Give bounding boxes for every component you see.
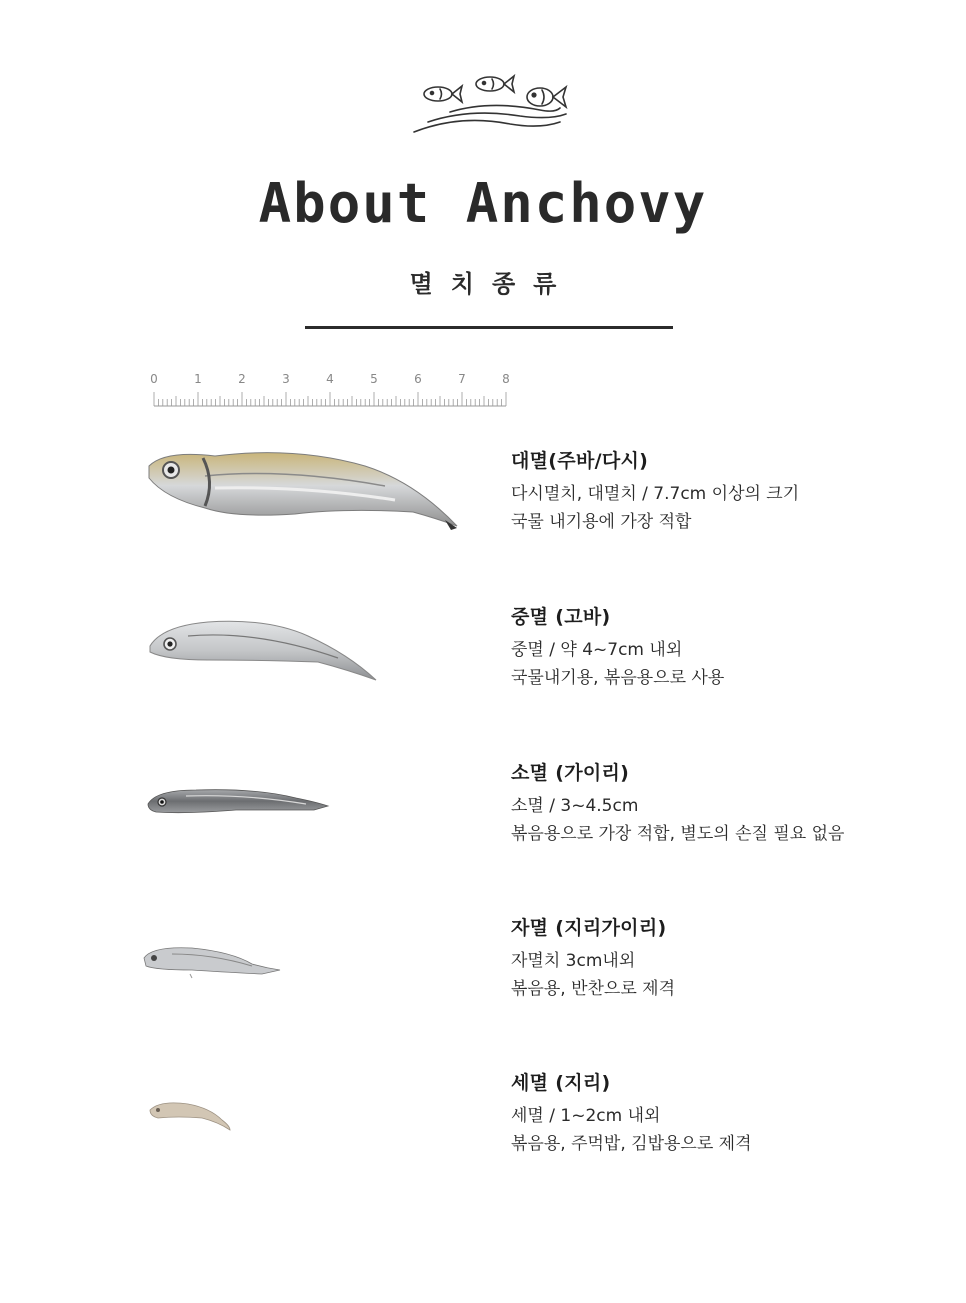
anchovy-name: 중멸 (고바) xyxy=(511,606,611,628)
ruler-label: 0 xyxy=(150,372,158,386)
page-subtitle: 멸치종류 xyxy=(409,270,575,298)
cm-ruler xyxy=(148,372,518,412)
tiny-anchovy-image xyxy=(142,944,282,980)
anchovy-size: 세멸 / 1~2cm 내외 xyxy=(511,1106,661,1126)
anchovy-name: 소멸 (가이리) xyxy=(511,762,630,784)
small-anchovy-image xyxy=(146,784,330,820)
large-anchovy-image xyxy=(145,442,465,534)
ruler-label: 7 xyxy=(458,372,466,386)
ruler-label: 8 xyxy=(502,372,510,386)
anchovy-entry-small xyxy=(511,758,844,848)
anchovy-usage: 국물 내기용에 가장 적합 xyxy=(511,512,692,532)
ruler-label: 1 xyxy=(194,372,202,386)
title-divider xyxy=(305,326,673,329)
anchovy-entry-mini xyxy=(511,1068,752,1158)
anchovy-entry-large xyxy=(511,446,799,536)
fish-logo-icon xyxy=(410,70,570,138)
anchovy-usage: 볶음용으로 가장 적합, 별도의 손질 필요 없음 xyxy=(511,824,845,844)
anchovy-size: 소멸 / 3~4.5cm xyxy=(511,796,639,816)
anchovy-usage: 볶음용, 반찬으로 제격 xyxy=(511,979,676,999)
mini-anchovy-image xyxy=(148,1098,234,1132)
medium-anchovy-image xyxy=(148,612,380,684)
ruler-label: 3 xyxy=(282,372,290,386)
ruler-label: 5 xyxy=(370,372,378,386)
ruler-label: 2 xyxy=(238,372,246,386)
anchovy-name: 세멸 (지리) xyxy=(511,1072,611,1094)
anchovy-name: 자멸 (지리가이리) xyxy=(511,917,667,939)
anchovy-size: 자멸치 3cm내외 xyxy=(511,951,636,971)
anchovy-usage: 국물내기용, 볶음용으로 사용 xyxy=(511,668,725,688)
ruler-ticks xyxy=(148,372,518,412)
anchovy-name: 대멸(주바/다시) xyxy=(511,450,649,472)
anchovy-usage: 볶음용, 주먹밥, 김밥용으로 제격 xyxy=(511,1134,752,1154)
anchovy-size: 중멸 / 약 4~7cm 내외 xyxy=(511,640,683,660)
anchovy-entry-tiny xyxy=(511,913,675,1003)
page-title: About Anchovy xyxy=(258,172,708,235)
anchovy-size: 다시멸치, 대멸치 / 7.7cm 이상의 크기 xyxy=(511,484,800,504)
anchovy-entry-medium xyxy=(511,602,724,692)
ruler-label: 6 xyxy=(414,372,422,386)
ruler-label: 4 xyxy=(326,372,334,386)
